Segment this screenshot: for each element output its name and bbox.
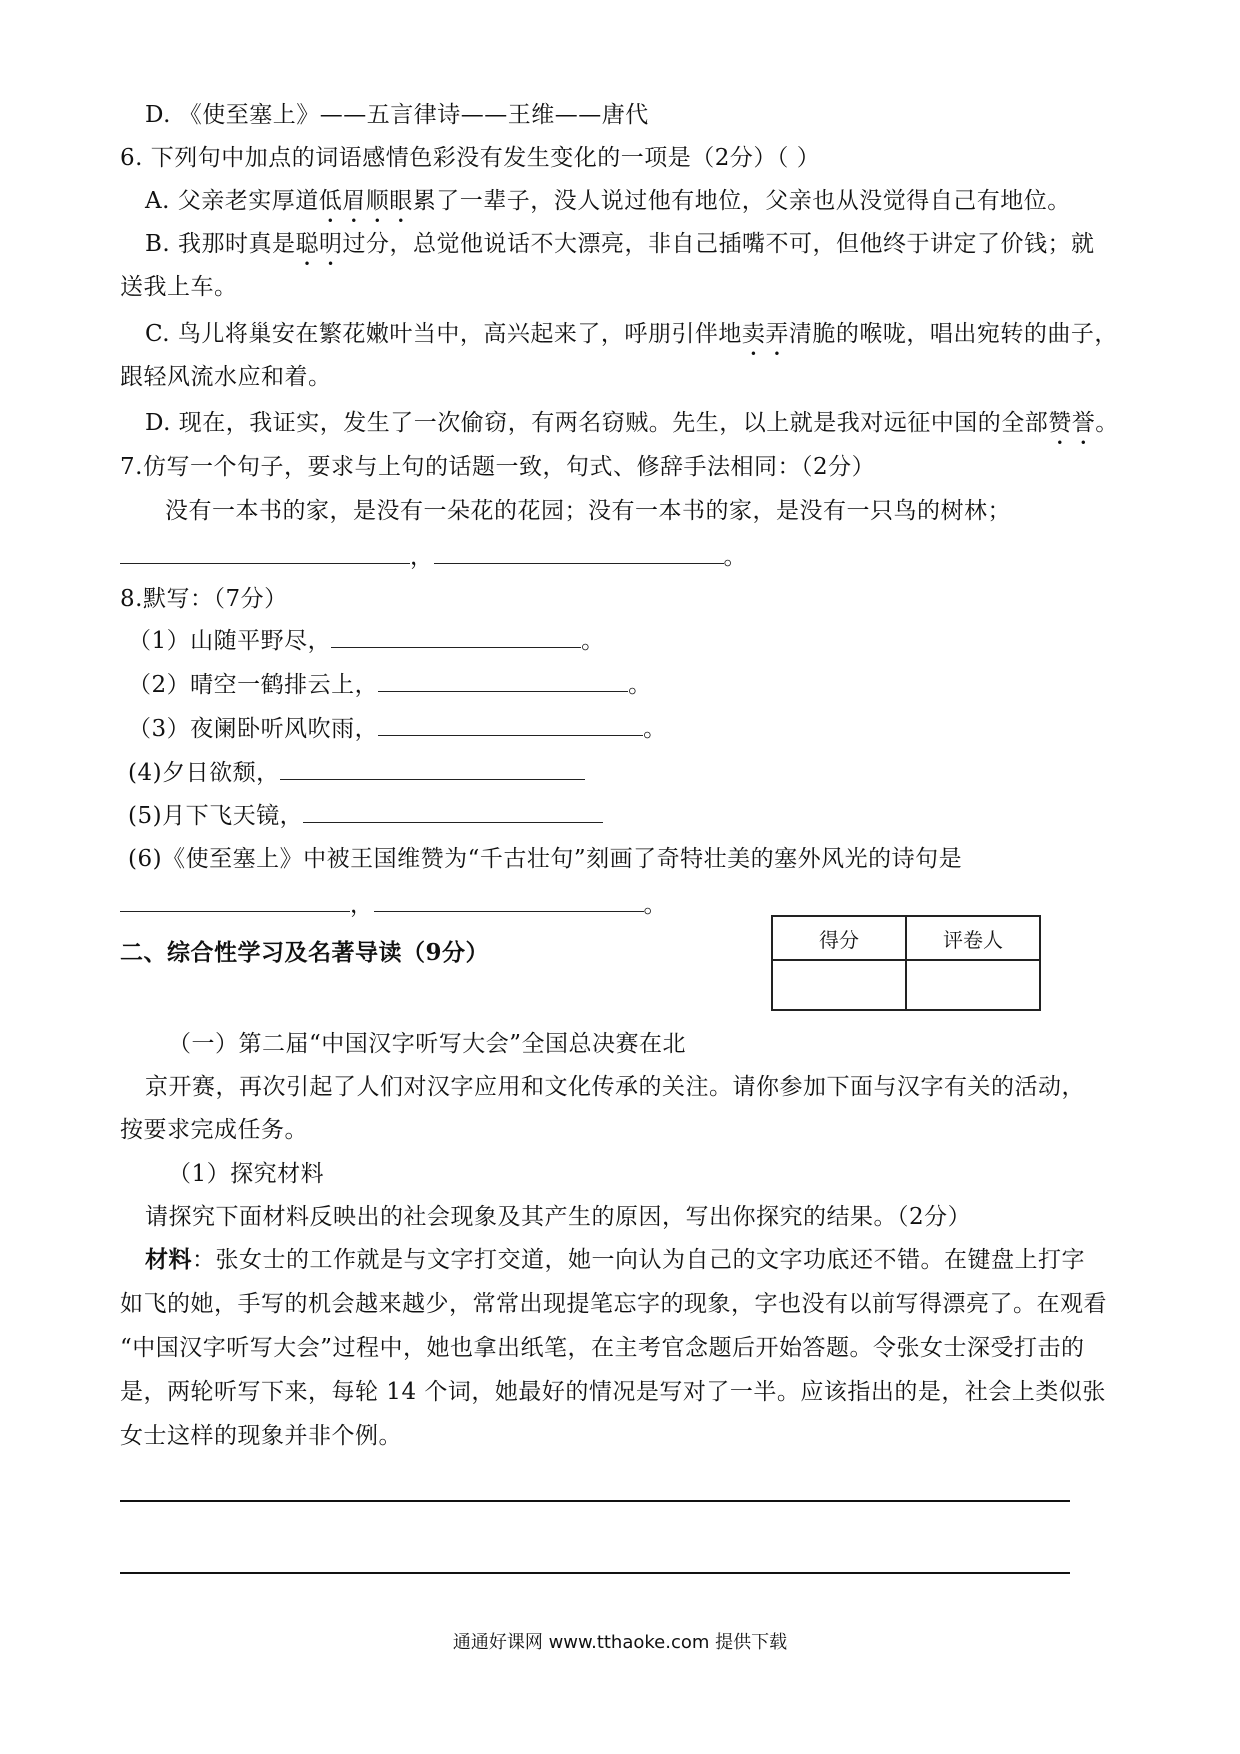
material-line-5: 女士这样的现象并非个例。 [120, 1423, 402, 1449]
q6-option-c-cont: 跟轻风流水应和着。 [120, 364, 332, 390]
q8-blank-6b[interactable] [374, 889, 644, 912]
section-2-intro-1: （一）第二届“中国汉字听写大会”全国总决赛在北 [168, 1031, 687, 1057]
q8-item-4-text: (4)夕日欲颓， [128, 760, 280, 786]
answer-line-2[interactable] [120, 1572, 1070, 1574]
q8-blank-2[interactable] [378, 669, 628, 692]
q8-item-2-text: （2）晴空一鹤排云上， [128, 672, 379, 698]
q8-item-6-answer [120, 888, 667, 922]
q8-comma: ， [350, 892, 374, 918]
q6-a-text-end: 累了一辈子，没人说过他有地位，父亲也从没觉得自己有地位。 [412, 188, 1071, 214]
section-2-intro-2: 京开赛，再次引起了人们对汉字应用和文化传承的关注。请你参加下面与汉字有关的活动， [145, 1074, 1085, 1100]
q7-period: 。 [723, 544, 747, 570]
q6-b-text: B. 我那时真是 [145, 231, 296, 257]
grader-header: 评卷人 [906, 916, 1040, 960]
q7-blank-1[interactable] [120, 541, 410, 564]
sub-question-1-task: 请探究下面材料反映出的社会现象及其产生的原因，写出你探究的结果。（2分） [145, 1204, 972, 1230]
q8-item-3-text: （3）夜阑卧听风吹雨， [128, 716, 379, 742]
q7-example: 没有一本书的家，是没有一朵花的花园；没有一本书的家，是没有一只鸟的树林； [165, 498, 1011, 524]
q8-item-1 [128, 624, 605, 658]
footer: 通通好课网 www.tthaoke.com 提供下载 [452, 1632, 788, 1653]
q6-a-dotted-word: 低眉顺眼 [318, 188, 413, 214]
q7-comma: ， [410, 544, 434, 570]
q8-item-1-text: （1）山随平野尽， [128, 628, 332, 654]
q7-stem: 7.仿写一个句子，要求与上句的话题一致，句式、修辞手法相同：（2分） [120, 454, 876, 480]
q8-blank-5[interactable] [303, 800, 603, 823]
material-line-2: 如飞的她，手写的机会越来越少，常常出现提笔忘字的现象，字也没有以前写得漂亮了。在观看 [120, 1291, 1107, 1317]
material-line-4: 是，两轮听写下来，每轮 14 个词，她最好的情况是写对了一半。应该指出的是，社会上类似张 [120, 1379, 1106, 1405]
section-2-title: 二、综合性学习及名著导读（9分） [120, 939, 490, 966]
q6-c-text: C. 鸟儿将巢安在繁花嫩叶当中，高兴起来了，呼朋引伴地 [145, 321, 742, 347]
q6-d-dotted-word: 赞誉 [1048, 410, 1096, 436]
q8-item-1-end: 。 [581, 628, 605, 654]
q8-item-2 [128, 668, 652, 702]
q6-b-text-end: 过分，总觉他说话不大漂亮，非自己插嘴不可，但他终于讲定了价钱；就 [342, 231, 1095, 257]
q6-option-a [145, 184, 1071, 228]
sub-question-1-title: （1）探究材料 [168, 1161, 325, 1187]
q8-blank-3[interactable] [378, 713, 643, 736]
q6-option-b-cont: 送我上车。 [120, 274, 238, 300]
q8-item-3 [128, 712, 667, 746]
score-header: 得分 [772, 916, 906, 960]
material-line-1 [145, 1243, 1085, 1277]
score-cell[interactable] [772, 960, 906, 1010]
q8-item-2-end: 。 [628, 672, 652, 698]
q8-item-6: (6)《使至塞上》中被王国维赞为“千古壮句”刻画了奇特壮美的塞外风光的诗句是 [128, 846, 963, 872]
q6-d-text: D. 现在，我证实，发生了一次偷窃，有两名窃贼。先生，以上就是我对远征中国的全部 [145, 410, 1049, 436]
q6-a-text: A. 父亲老实厚道 [145, 188, 319, 214]
q8-blank-6a[interactable] [120, 889, 350, 912]
grader-cell[interactable] [906, 960, 1040, 1010]
answer-line-1[interactable] [120, 1500, 1070, 1502]
q6-option-c [145, 317, 1118, 361]
material-label: 材料 [145, 1246, 192, 1273]
q6-stem: 6. 下列句中加点的词语感情色彩没有发生变化的一项是（2分）（ ） [120, 145, 821, 171]
q8-item-4 [128, 756, 585, 790]
q6-c-text-end: 清脆的喉咙，唱出宛转的曲子， [788, 321, 1118, 347]
section-2-intro-3: 按要求完成任务。 [120, 1117, 308, 1143]
q6-option-b [145, 227, 1095, 271]
q8-period: 。 [643, 892, 667, 918]
score-table [771, 915, 1041, 1011]
q8-item-5-text: (5)月下飞天镜， [128, 803, 304, 829]
q8-stem: 8.默写：（7分） [120, 586, 288, 612]
q8-blank-4[interactable] [280, 757, 585, 780]
q8-blank-1[interactable] [331, 625, 581, 648]
q7-blank-2[interactable] [434, 541, 724, 564]
material-text-1: ：张女士的工作就是与文字打交道，她一向认为自己的文字功底还不错。在键盘上打字 [192, 1247, 1085, 1273]
q6-d-text-end: 。 [1095, 410, 1119, 436]
q6-c-dotted-word: 卖弄 [741, 321, 789, 347]
q6-option-d [145, 406, 1119, 450]
material-line-3: “中国汉字听写大会”过程中，她也拿出纸笔，在主考官念题后开始答题。令张女士深受打击的 [120, 1335, 1085, 1361]
q6-b-dotted-word: 聪明 [295, 231, 343, 257]
q8-item-5 [128, 799, 603, 833]
q7-answer-line [120, 540, 747, 574]
q5-option-d: D. 《使至塞上》——五言律诗——王维——唐代 [145, 102, 649, 128]
q8-item-3-end: 。 [643, 716, 667, 742]
